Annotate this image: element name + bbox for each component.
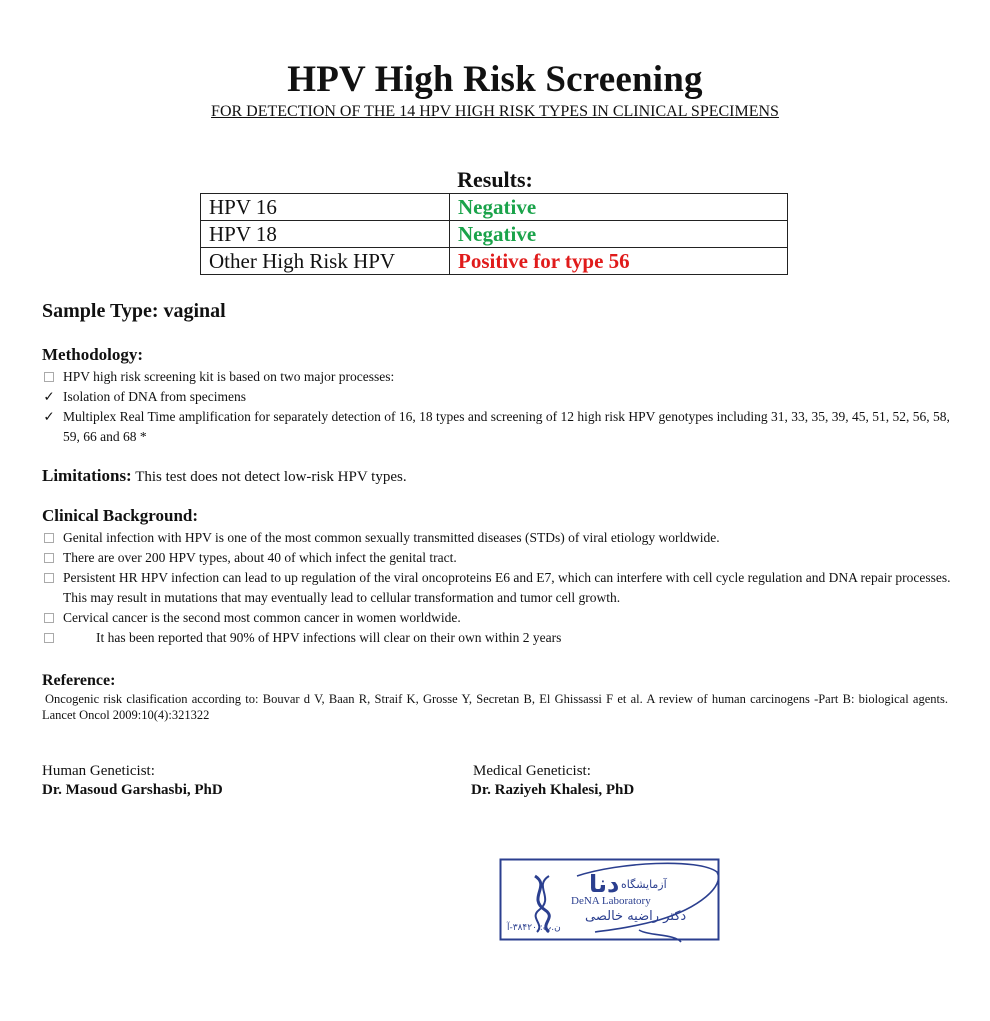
list-item-text: HPV high risk screening kit is based on two major processes: [63, 369, 395, 384]
sample-type-label: Sample Type: [42, 300, 159, 322]
table-row [201, 248, 788, 275]
checkbox-icon [42, 608, 56, 629]
hpv-type-cell: HPV 18 [201, 221, 450, 248]
list-item-text: Genital infection with HPV is one of the most common sexually transmitted diseases (STDs) of viral etiology worldwide. [63, 530, 720, 545]
methodology-list [42, 367, 952, 447]
result-cell: Positive for type 56 [450, 248, 788, 275]
page-title: HPV High Risk Screening [287, 59, 703, 100]
table-row [201, 194, 788, 221]
list-item-text: Persistent HR HPV infection can lead to up regulation of the viral oncoproteins E6 and E7, which can interfere with cell cycle regulation and DNA repair processes. This may result in mutations that may eventually lead to cellular transformation and tumor cell growth. [63, 570, 951, 605]
reference-heading: Reference: [42, 672, 116, 689]
checkbox-icon [42, 628, 56, 649]
laboratory-stamp [499, 858, 725, 944]
results-heading: Results: [457, 167, 533, 192]
checkbox-icon [42, 548, 56, 569]
list-item [42, 608, 952, 628]
list-item-text: Isolation of DNA from specimens [63, 389, 246, 404]
stamp-license: ن.پ: ۳۸۴۲۰-آ [507, 923, 561, 933]
list-item-text: Multiplex Real Time amplification for separately detection of 16, 18 types and screening of 12 high risk HPV genotypes including 31, 33, 35, 39, 45, 51, 52, 56, 58, 59, 66 and 68 * [63, 409, 950, 444]
clinical-background-heading: Clinical Background: [42, 506, 199, 525]
stamp-lab-fa: آزمایشگاه [621, 878, 667, 891]
list-item [42, 387, 952, 407]
checkbox-icon [42, 367, 56, 388]
checkmark-icon: ✓ [43, 409, 55, 424]
sample-type [42, 300, 226, 323]
list-item-text: It has been reported that 90% of HPV infections will clear on their own within 2 years [96, 630, 562, 645]
result-cell: Negative [450, 194, 788, 221]
checkmark-icon: ✓ [43, 389, 55, 404]
list-item [42, 628, 952, 648]
hpv-type-cell: Other High Risk HPV [201, 248, 450, 275]
reference-text: Oncogenic risk clasification according to: Bouvar d V, Baan R, Straif K, Grosse Y, Secretan B, El Ghissassi F et al. A review of human carcinogens -Part B: biological agents. Lancet Oncol 2009:10(4):321322 [42, 692, 948, 722]
methodology-heading: Methodology: [42, 345, 144, 364]
sample-type-value: vaginal [163, 300, 226, 322]
clinical-background-list [42, 528, 952, 648]
list-item [42, 548, 952, 568]
checkbox-icon [42, 528, 56, 549]
limitations-text: This test does not detect low-risk HPV types. [135, 469, 407, 485]
left-signatory-title: Human Geneticist: [42, 763, 155, 779]
right-signatory-title: Medical Geneticist: [473, 763, 591, 779]
hpv-type-cell: HPV 16 [201, 194, 450, 221]
stamp-doctor-name: دکتر راضیه خالصی [585, 909, 687, 924]
result-cell: Negative [450, 221, 788, 248]
list-item [42, 528, 952, 548]
right-signatory-name: Dr. Raziyeh Khalesi, PhD [471, 782, 635, 798]
results-table [200, 193, 788, 275]
list-item [42, 568, 952, 608]
stamp-logo-text: دنا [589, 870, 620, 898]
left-signatory-name: Dr. Masoud Garshasbi, PhD [42, 782, 223, 798]
limitations [42, 466, 407, 486]
checkbox-icon [42, 568, 56, 589]
list-item [42, 367, 952, 387]
list-item [42, 407, 952, 447]
list-item-text: There are over 200 HPV types, about 40 of which infect the genital tract. [63, 550, 457, 565]
list-item-text: Cervical cancer is the second most common cancer in women worldwide. [63, 610, 461, 625]
table-row [201, 221, 788, 248]
stamp-lab-en: DeNA Laboratory [571, 895, 651, 907]
page-subtitle: FOR DETECTION OF THE 14 HPV HIGH RISK TYPES IN CLINICAL SPECIMENS [211, 103, 779, 120]
limitations-label: Limitations: [42, 466, 132, 485]
